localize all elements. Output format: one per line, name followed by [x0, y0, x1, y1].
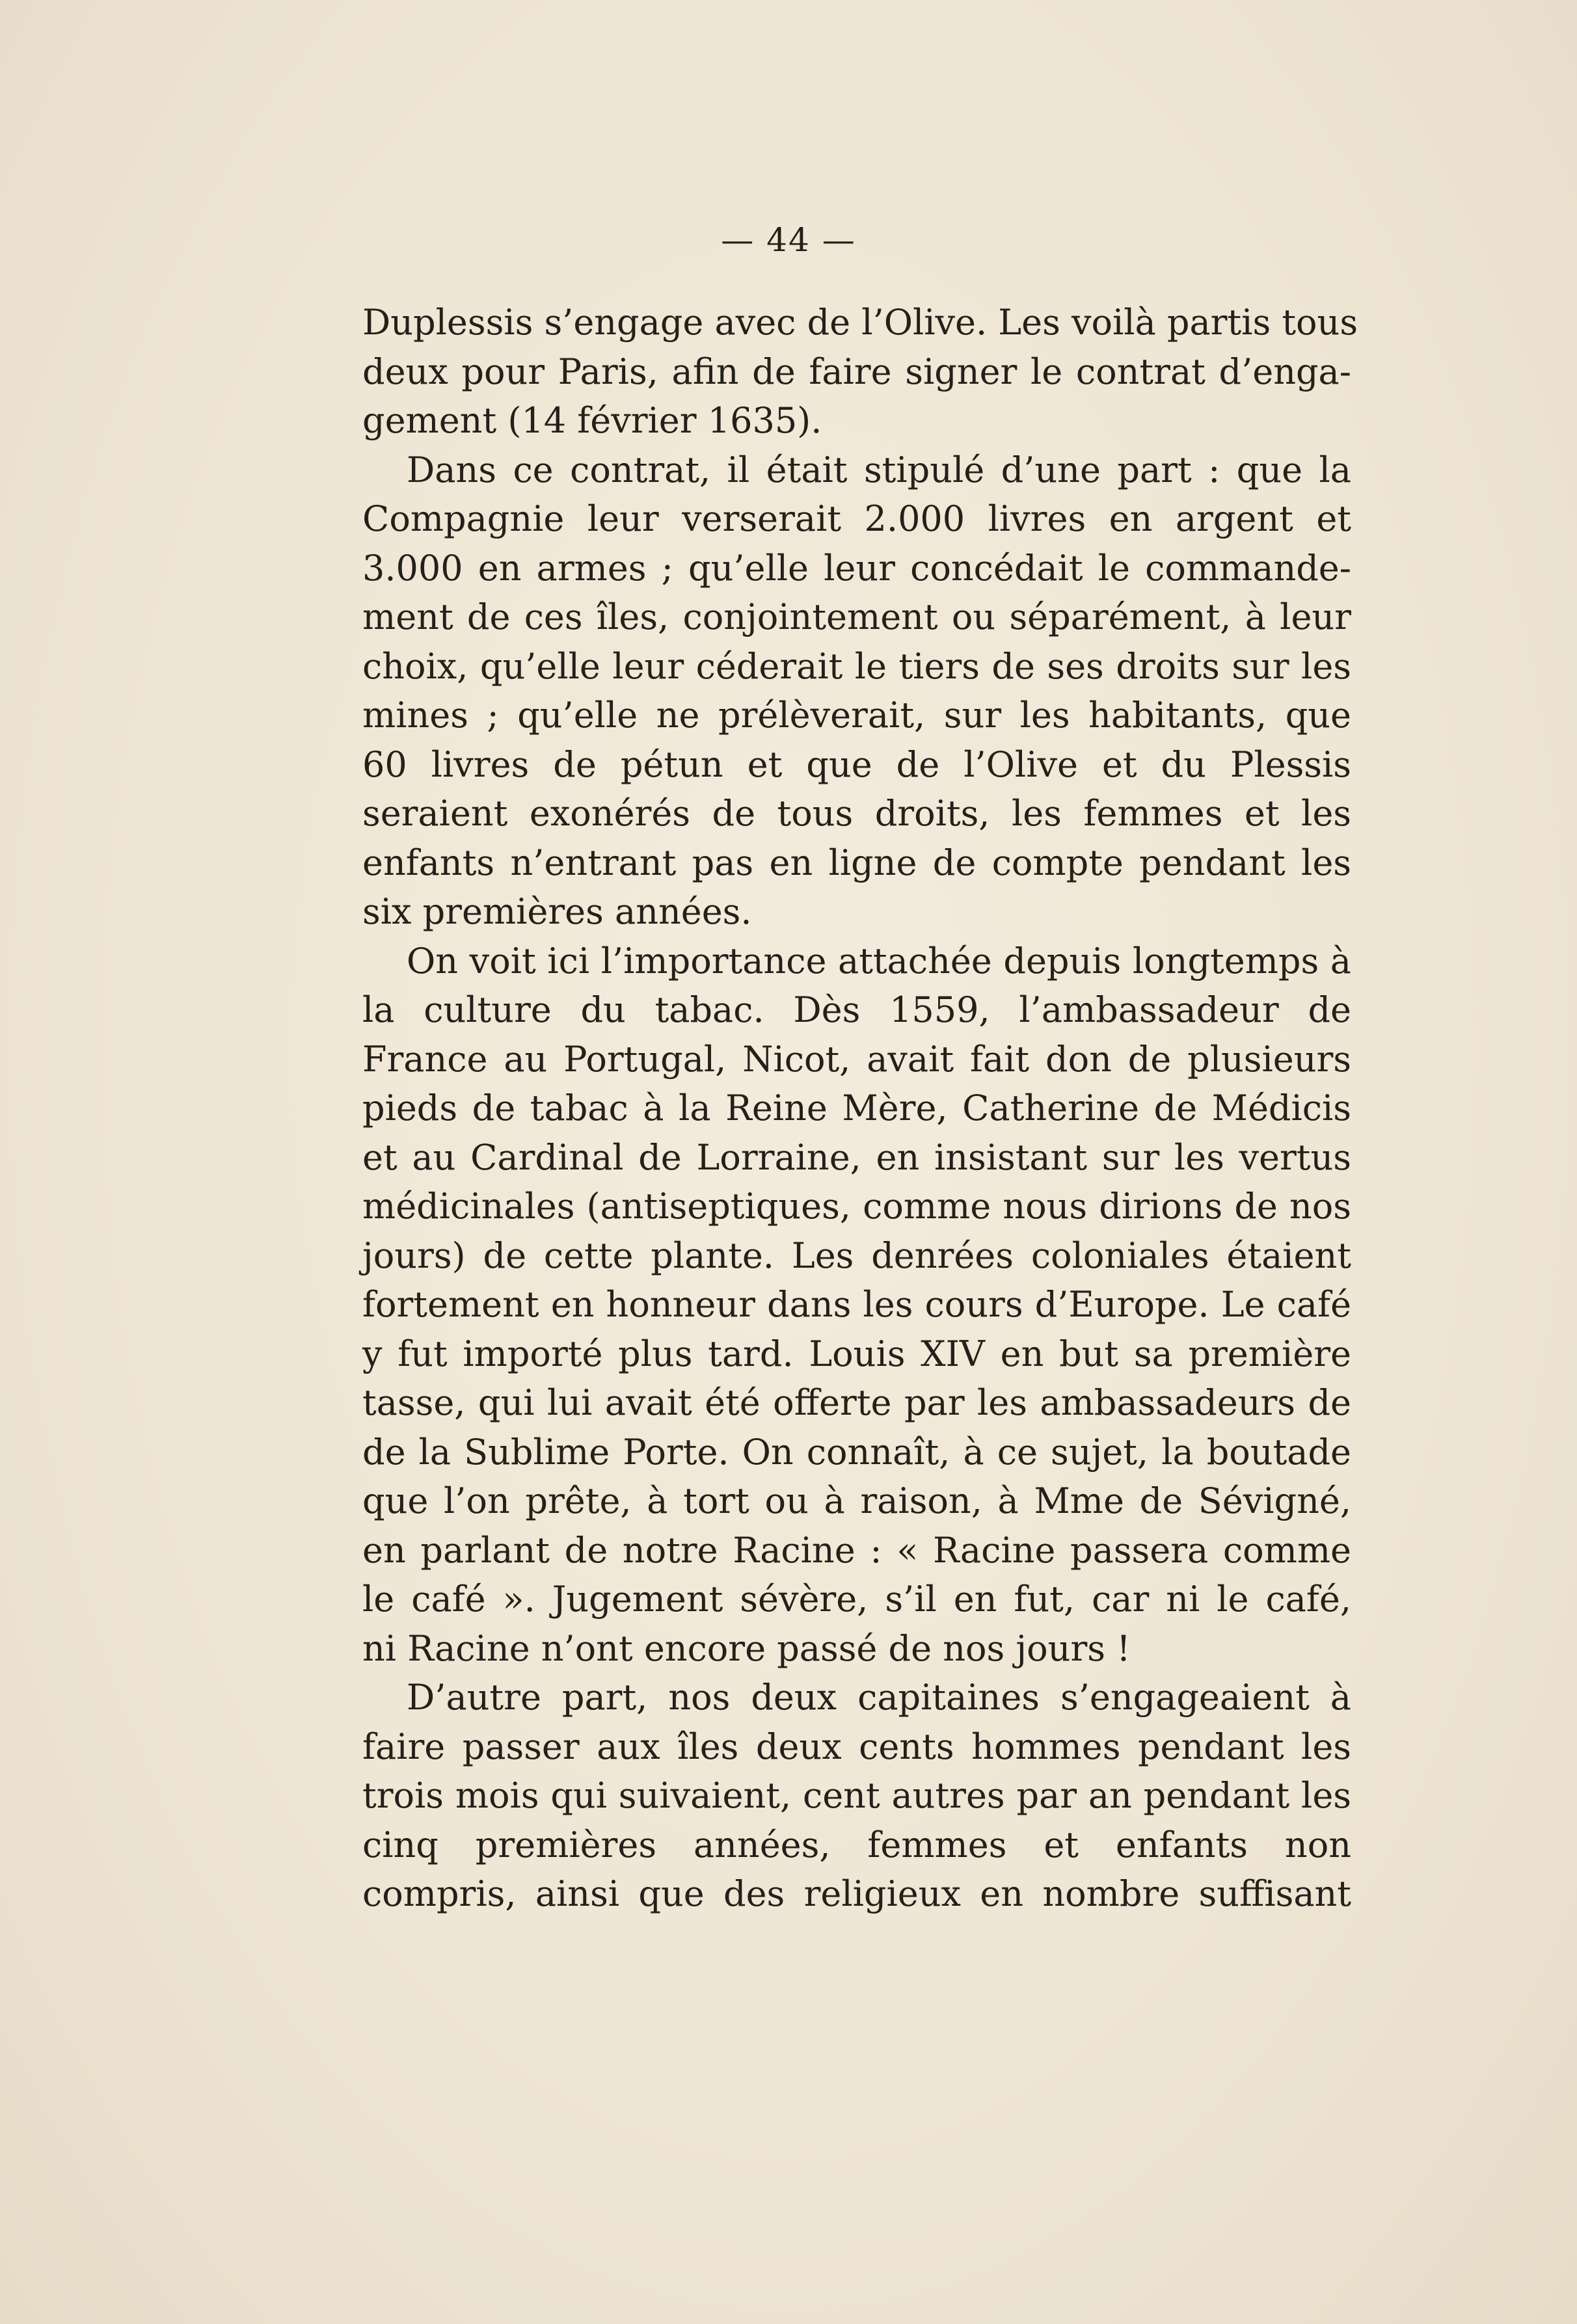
text-line: jours) de cette plante. Les denrées coloniales étaient [362, 1235, 1351, 1276]
text-line: France au Portugal, Nicot, avait fait don de plusieurs [362, 1038, 1351, 1080]
text-line: six premières années. [362, 891, 752, 932]
paragraph [362, 298, 1358, 446]
text-line: le café ». Jugement sévère, s’il en fut, car ni le café, [362, 1579, 1351, 1620]
text-line: la culture du tabac. Dès 1559, l’ambassadeur de [362, 989, 1351, 1030]
text-line: ni Racine n’ont encore passé de nos jours ! [362, 1627, 1131, 1669]
text-line: Compagnie leur verserait 2.000 livres en argent et [362, 498, 1351, 539]
text-line: et au Cardinal de Lorraine, en insistant sur les vertus [362, 1136, 1351, 1178]
text-line: seraient exonérés de tous droits, les femmes et les [362, 793, 1351, 834]
text-line: deux pour Paris, afin de faire signer le contrat d’enga- [362, 351, 1351, 392]
text-line: médicinales (antiseptiques, comme nous dirions de nos [362, 1186, 1351, 1227]
text-line: y fut importé plus tard. Louis XIV en but sa première [362, 1333, 1351, 1374]
page-number: — 44 — [721, 221, 856, 259]
text-line: D’autre part, nos deux capitaines s’engageaient à [407, 1677, 1351, 1718]
text-line: compris, ainsi que des religieux en nombre suffisant [362, 1873, 1351, 1914]
text-line: Duplessis s’engage avec de l’Olive. Les voilà partis tous [362, 302, 1358, 343]
text-line: enfants n’entrant pas en ligne de compte pendant les [362, 842, 1351, 883]
paragraph [362, 937, 1351, 1674]
text-line: de la Sublime Porte. On connaît, à ce sujet, la boutade [362, 1431, 1351, 1473]
text-line: fortement en honneur dans les cours d’Europe. Le café [362, 1284, 1351, 1325]
text-line: On voit ici l’importance attachée depuis longtemps à [407, 940, 1351, 982]
text-line: choix, qu’elle leur céderait le tiers de ses droits sur les [362, 645, 1351, 687]
text-line: mines ; qu’elle ne prélèverait, sur les habitants, que [362, 695, 1351, 736]
text-line: Dans ce contrat, il était stipulé d’une part : que la [407, 449, 1351, 490]
text-line: tasse, qui lui avait été offerte par les ambassadeurs de [362, 1382, 1351, 1423]
text-line: faire passer aux îles deux cents hommes pendant les [362, 1726, 1351, 1767]
text-line: 60 livres de pétun et que de l’Olive et du Plessis [362, 743, 1351, 785]
text-line: pieds de tabac à la Reine Mère, Catherine de Médicis [362, 1088, 1351, 1129]
text-line: cinq premières années, femmes et enfants non [362, 1824, 1351, 1865]
text-line: que l’on prête, à tort ou à raison, à Mme de Sévigné, [362, 1480, 1351, 1521]
text-line: gement (14 février 1635). [362, 400, 822, 441]
text-line: en parlant de notre Racine : « Racine passera comme [362, 1529, 1351, 1571]
text-line: trois mois qui suivaient, cent autres par an pendant les [362, 1775, 1351, 1816]
text-line: ment de ces îles, conjointement ou séparément, à leur [362, 596, 1351, 637]
paragraph [362, 446, 1351, 937]
text-line: 3.000 en armes ; qu’elle leur concédait le commande- [362, 547, 1351, 589]
body-text [362, 298, 1358, 1919]
paragraph [362, 1673, 1351, 1919]
